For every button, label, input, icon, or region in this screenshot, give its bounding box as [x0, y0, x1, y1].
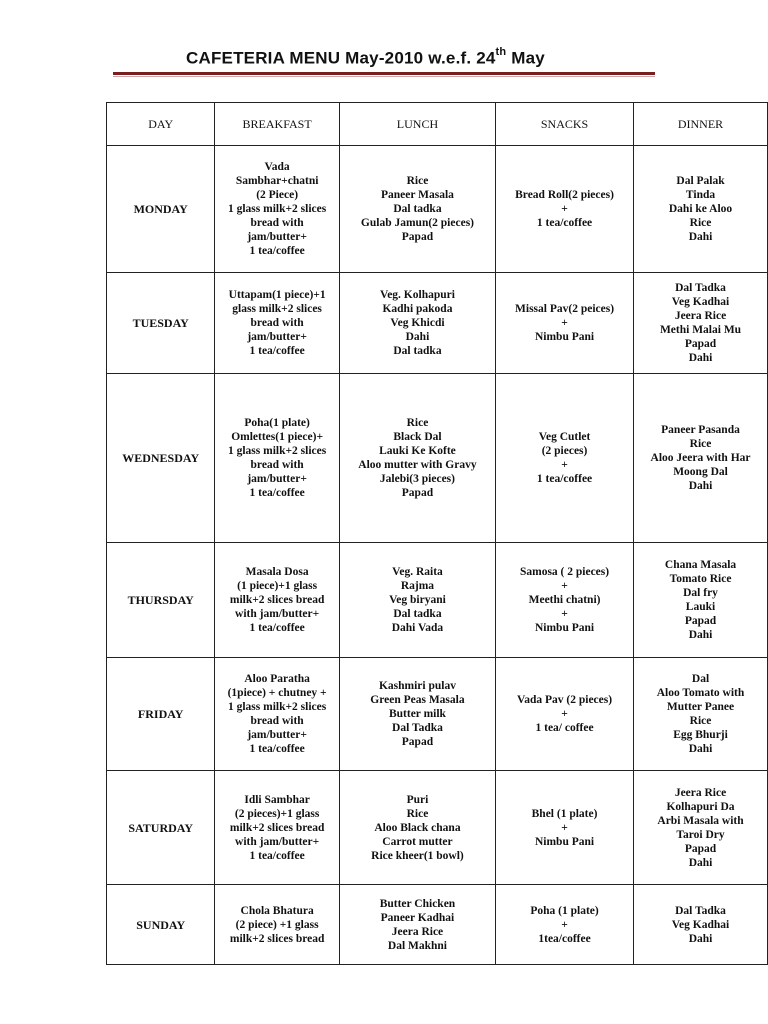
dinner-cell	[634, 273, 768, 374]
breakfast-cell	[215, 146, 339, 273]
column-header-lunch: LUNCH	[339, 103, 495, 146]
lunch-item: Rice	[406, 175, 429, 187]
dinner-item: Dahi	[688, 231, 713, 243]
breakfast-item: milk+2 slices bread	[229, 594, 325, 606]
dinner-item: Aloo Tomato with	[656, 687, 745, 699]
breakfast-item: (1 piece)+1 glass	[237, 580, 318, 592]
dinner-item: Papad	[684, 615, 717, 627]
snacks-item: 1 tea/ coffee	[535, 722, 594, 734]
dinner-item: Dal Tadka	[675, 282, 726, 294]
title-underline-shadow	[113, 76, 655, 77]
dinner-item: Dal fry	[683, 587, 718, 599]
lunch-item: Rice	[406, 417, 429, 429]
breakfast-item: bread with	[250, 317, 304, 329]
dinner-item: Jeera Rice	[674, 786, 727, 799]
breakfast-item: Uttapam(1 piece)+1	[228, 289, 326, 301]
breakfast-item: (2 piece) +1 glass	[235, 918, 319, 931]
lunch-item: Dahi	[405, 331, 430, 343]
column-header-snacks: SNACKS	[496, 103, 634, 146]
dinner-item: Dal	[691, 673, 710, 685]
table-row-monday	[107, 146, 768, 273]
day-cell: TUESDAY	[107, 273, 215, 374]
breakfast-item: Vada	[264, 161, 290, 173]
breakfast-cell	[215, 658, 339, 771]
breakfast-item: 1 tea/coffee	[249, 245, 305, 257]
header-row	[107, 103, 768, 146]
day-cell: FRIDAY	[107, 658, 215, 771]
dinner-item: Papad	[684, 842, 717, 855]
breakfast-item: Poha(1 plate)	[244, 417, 310, 429]
dinner-item: Dahi	[688, 856, 713, 869]
lunch-item: Veg biryani	[389, 594, 446, 606]
breakfast-item: 1 glass milk+2 slices	[227, 701, 327, 713]
dinner-item: Dahi	[688, 352, 713, 364]
snacks-item: +	[561, 580, 568, 592]
snacks-item: Bhel (1 plate)	[531, 807, 598, 820]
lunch-item: Jalebi(3 pieces)	[379, 473, 455, 485]
lunch-item: Green Peas Masala	[370, 694, 465, 706]
snacks-cell	[496, 658, 634, 771]
breakfast-item: 1 glass milk+2 slices	[227, 203, 327, 215]
dinner-item: Aloo Jeera with Har	[650, 452, 751, 464]
dinner-item: Dahi	[688, 629, 713, 641]
snacks-item: Bread Roll(2 pieces)	[515, 189, 614, 201]
breakfast-item: bread with	[250, 715, 304, 727]
column-header-breakfast: BREAKFAST	[215, 103, 339, 146]
lunch-item: Aloo mutter with Gravy	[358, 459, 477, 471]
lunch-item: Gulab Jamun(2 pieces)	[360, 217, 474, 229]
title-main: CAFETERIA MENU May-2010 w.e.f. 24	[186, 48, 496, 68]
lunch-item: Papad	[401, 231, 434, 243]
lunch-cell	[339, 146, 495, 273]
breakfast-item: bread with	[250, 459, 304, 471]
page-title	[186, 48, 545, 69]
lunch-item: Butter Chicken	[379, 897, 456, 910]
dinner-item: Veg Kadhai	[671, 296, 730, 308]
lunch-item: Paneer Kadhai	[380, 911, 455, 924]
snacks-item: 1 tea/coffee	[536, 473, 593, 485]
title-underline	[113, 72, 655, 75]
snacks-cell	[496, 885, 634, 965]
snacks-item: (2 pieces)	[541, 445, 588, 457]
dinner-item: Veg Kadhai	[671, 918, 730, 931]
breakfast-item: jam/butter+	[247, 473, 307, 485]
lunch-item: Rice	[406, 807, 429, 820]
menu-body	[107, 146, 768, 965]
breakfast-item: Sambhar+chatni	[235, 175, 319, 187]
day-cell: MONDAY	[107, 146, 215, 273]
table-row-sunday	[107, 885, 768, 965]
lunch-item: Papad	[401, 487, 434, 499]
table-row-wednesday	[107, 374, 768, 543]
lunch-cell	[339, 885, 495, 965]
breakfast-cell	[215, 771, 339, 885]
breakfast-item: glass milk+2 slices	[232, 303, 322, 315]
dinner-item: Dahi	[688, 932, 713, 945]
dinner-item: Dal Tadka	[675, 904, 726, 917]
dinner-item: Kolhapuri Da	[666, 800, 735, 813]
snacks-cell	[496, 543, 634, 658]
breakfast-item: with jam/butter+	[235, 608, 320, 620]
day-cell: SATURDAY	[107, 771, 215, 885]
snacks-item: Samosa ( 2 pieces)	[519, 566, 610, 578]
dinner-item: Moong Dal	[673, 466, 728, 478]
snacks-item: Missal Pav(2 peices)	[515, 303, 615, 315]
breakfast-item: 1 tea/coffee	[249, 743, 305, 755]
breakfast-item: (2 pieces)+1 glass	[234, 807, 320, 820]
breakfast-item: milk+2 slices bread	[229, 821, 325, 834]
breakfast-cell	[215, 885, 339, 965]
breakfast-cell	[215, 543, 339, 658]
lunch-cell	[339, 374, 495, 543]
snacks-item: Veg Cutlet	[538, 431, 591, 443]
breakfast-item: 1 glass milk+2 slices	[227, 445, 327, 457]
lunch-item: Veg. Raita	[392, 566, 443, 578]
lunch-item: Aloo Black chana	[374, 821, 461, 834]
column-header-dinner: DINNER	[634, 103, 768, 146]
snacks-item: Meethi chatni)	[528, 594, 601, 606]
lunch-item: Butter milk	[388, 708, 446, 720]
lunch-cell	[339, 273, 495, 374]
dinner-item: Jeera Rice	[674, 310, 727, 322]
lunch-cell	[339, 771, 495, 885]
lunch-item: Carrot mutter	[382, 835, 453, 848]
table-row-friday	[107, 658, 768, 771]
dinner-item: Chana Masala	[664, 559, 737, 571]
snacks-cell	[496, 146, 634, 273]
lunch-item: Paneer Masala	[380, 189, 454, 201]
breakfast-item: jam/butter+	[247, 331, 307, 343]
dinner-item: Methi Malai Mu	[659, 324, 742, 336]
day-cell: THURSDAY	[107, 543, 215, 658]
dinner-item: Tinda	[685, 189, 716, 201]
dinner-item: Tomato Rice	[669, 573, 732, 585]
snacks-item: Poha (1 plate)	[530, 904, 599, 917]
lunch-item: Dal tadka	[393, 608, 442, 620]
day-cell: SUNDAY	[107, 885, 215, 965]
dinner-item: Rice	[689, 715, 712, 727]
snacks-item: Vada Pav (2 pieces)	[516, 694, 613, 706]
dinner-item: Dahi	[688, 480, 713, 492]
dinner-item: Mutter Panee	[666, 701, 735, 713]
day-cell: WEDNESDAY	[107, 374, 215, 543]
lunch-item: Rajma	[400, 580, 435, 592]
lunch-item: Lauki Ke Kofte	[379, 445, 456, 457]
dinner-item: Rice	[689, 217, 712, 229]
dinner-cell	[634, 543, 768, 658]
snacks-item: +	[561, 459, 568, 471]
dinner-cell	[634, 771, 768, 885]
breakfast-item: jam/butter+	[247, 231, 307, 243]
dinner-item: Dahi ke Aloo	[668, 203, 733, 215]
snacks-item: 1tea/coffee	[538, 932, 591, 945]
breakfast-item: 1 tea/coffee	[249, 622, 305, 634]
lunch-cell	[339, 658, 495, 771]
dinner-item: Egg Bhurji	[673, 729, 728, 741]
snacks-cell	[496, 374, 634, 543]
lunch-item: Veg. Kolhapuri	[379, 289, 455, 301]
lunch-item: Dal tadka	[393, 345, 442, 357]
lunch-item: Papad	[401, 736, 434, 748]
snacks-item: Nimbu Pani	[534, 622, 595, 634]
lunch-item: Dal tadka	[393, 203, 442, 215]
breakfast-cell	[215, 374, 339, 543]
breakfast-item: (1piece) + chutney +	[227, 687, 327, 699]
snacks-item: +	[561, 918, 568, 931]
lunch-item: Kadhi pakoda	[382, 303, 453, 315]
snacks-cell	[496, 273, 634, 374]
breakfast-cell	[215, 273, 339, 374]
dinner-cell	[634, 374, 768, 543]
dinner-item: Dahi	[688, 743, 713, 755]
lunch-item: Black Dal	[393, 431, 442, 443]
dinner-cell	[634, 885, 768, 965]
breakfast-item: 1 tea/coffee	[249, 487, 305, 499]
snacks-item: Nimbu Pani	[534, 835, 595, 848]
lunch-item: Dahi Vada	[391, 622, 444, 634]
lunch-cell	[339, 543, 495, 658]
breakfast-item: 1 tea/coffee	[249, 849, 305, 862]
dinner-item: Arbi Masala with	[657, 814, 744, 827]
lunch-item: Veg Khicdi	[390, 317, 445, 329]
breakfast-item: (2 Piece)	[256, 189, 299, 201]
dinner-item: Papad	[684, 338, 717, 350]
table-row-thursday	[107, 543, 768, 658]
dinner-item: Taroi Dry	[676, 828, 725, 841]
table-row-tuesday	[107, 273, 768, 374]
snacks-item: +	[561, 317, 568, 329]
dinner-item: Paneer Pasanda	[661, 424, 740, 436]
menu-table	[106, 102, 768, 965]
snacks-item: +	[561, 821, 568, 834]
breakfast-item: with jam/butter+	[235, 835, 320, 848]
title-superscript: th	[495, 46, 507, 58]
breakfast-item: 1 tea/coffee	[249, 345, 305, 357]
column-header-day: DAY	[107, 103, 215, 146]
snacks-item: 1 tea/coffee	[536, 217, 593, 229]
snacks-item: Nimbu Pani	[534, 331, 595, 343]
dinner-cell	[634, 146, 768, 273]
lunch-item: Dal Tadka	[392, 722, 443, 734]
breakfast-item: milk+2 slices bread	[229, 932, 325, 945]
lunch-item: Kashmiri pulav	[378, 680, 456, 692]
lunch-item: Rice kheer(1 bowl)	[371, 849, 464, 862]
breakfast-item: bread with	[250, 217, 304, 229]
breakfast-item: Idli Sambhar	[244, 793, 310, 806]
lunch-item: Dal Makhni	[387, 939, 448, 952]
breakfast-item: Omlettes(1 piece)+	[231, 431, 324, 443]
snacks-item: +	[561, 608, 568, 620]
snacks-cell	[496, 771, 634, 885]
dinner-cell	[634, 658, 768, 771]
breakfast-item: Aloo Paratha	[244, 673, 310, 685]
dinner-item: Lauki	[685, 601, 716, 613]
lunch-item: Jeera Rice	[391, 925, 444, 938]
snacks-item: +	[561, 203, 568, 215]
table-row-saturday	[107, 771, 768, 885]
dinner-item: Rice	[689, 438, 712, 450]
breakfast-item: jam/butter+	[247, 729, 307, 741]
breakfast-item: Masala Dosa	[245, 566, 309, 578]
breakfast-item: Chola Bhatura	[240, 904, 314, 917]
lunch-item: Puri	[406, 793, 429, 806]
snacks-item: +	[561, 708, 568, 720]
title-end: May	[506, 48, 545, 68]
dinner-item: Dal Palak	[676, 175, 725, 187]
